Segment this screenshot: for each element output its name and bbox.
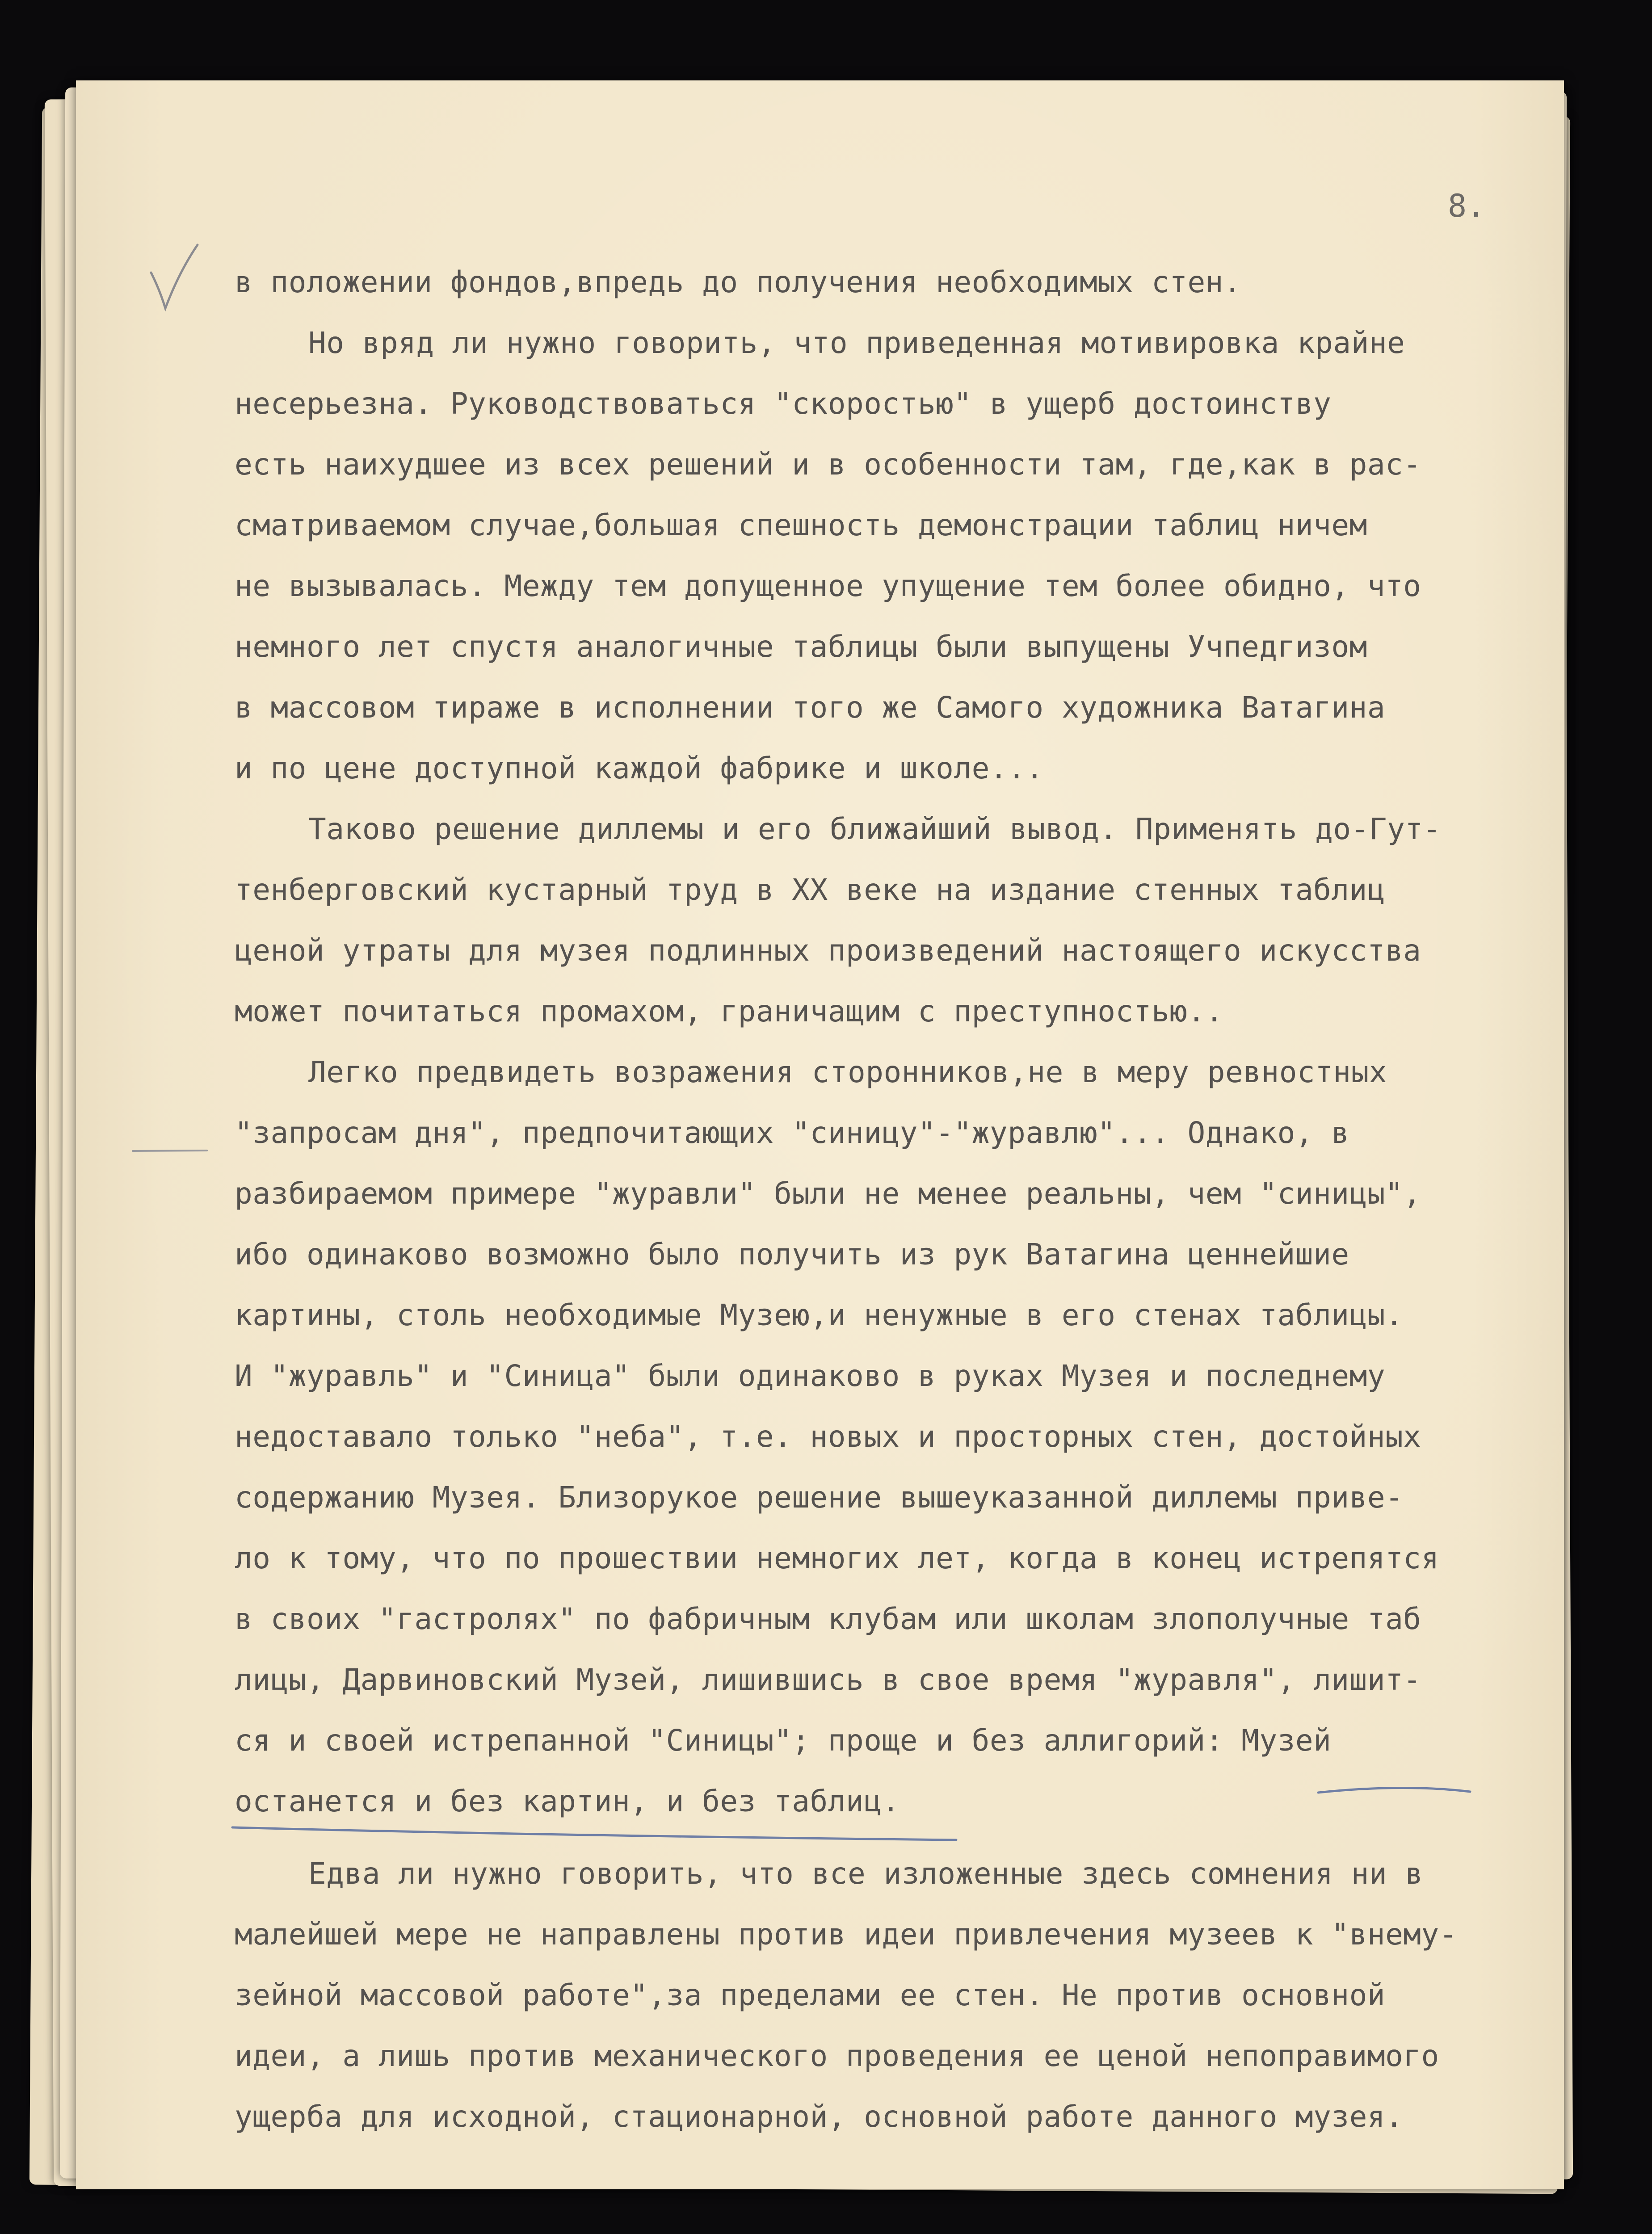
text-line: малейшей мере не направлены против идеи привлечения музеев к "внему- xyxy=(235,1917,1458,1952)
pencil-check-mark-icon xyxy=(147,241,201,313)
text-line: Едва ли нужно говорить, что все изложенные здесь сомнения ни в xyxy=(308,1856,1423,1891)
text-line: "запросам дня", предпочитающих "синицу"-"журавлю"... Однако, в xyxy=(235,1116,1349,1150)
text-line: не вызывалась. Между тем допущенное упущение тем более обидно, что xyxy=(235,569,1421,603)
text-line: И "журавль" и "Синица" были одинаково в руках Музея и последнему xyxy=(235,1359,1386,1393)
typed-text-body xyxy=(235,265,1580,2160)
text-line: Легко предвидеть возражения сторонников,не в меру ревностных xyxy=(308,1055,1387,1089)
text-line: сматриваемом случае,большая спешность демонстрации таблиц ничем xyxy=(235,508,1367,542)
text-line: в массовом тираже в исполнении того же Самого художника Ватагина xyxy=(235,690,1386,725)
text-line: есть наихудшее из всех решений и в особенности там, где,как в рас- xyxy=(235,447,1421,482)
text-line: зейной массовой работе",за пределами ее стен. Не против основной xyxy=(235,1978,1386,2012)
text-line: ценой утраты для музея подлинных произведений настоящего искусства xyxy=(235,933,1421,968)
text-line: ущерба для исходной, стационарной, основной работе данного музея. xyxy=(235,2100,1404,2134)
text-line: картины, столь необходимые Музею,и ненужные в его стенах таблицы. xyxy=(235,1298,1404,1332)
text-line: идеи, а лишь против механического проведения ее ценой непоправимого xyxy=(235,2039,1439,2073)
text-line: в своих "гастролях" по фабричным клубам или школам злополучные таб xyxy=(235,1602,1421,1636)
text-line: и по цене доступной каждой фабрике и школе... xyxy=(235,751,1044,785)
text-line: тенберговский кустарный труд в XX веке на издание стенных таблиц xyxy=(235,873,1386,907)
text-line: содержанию Музея. Близорукое решение вышеуказанной диллемы приве- xyxy=(235,1480,1404,1515)
margin-pencil-stroke xyxy=(132,1148,208,1154)
text-line: ибо одинаково возможно было получить из рук Ватагина ценнейшие xyxy=(235,1237,1349,1272)
pencil-underline-mark xyxy=(223,1783,1484,1845)
text-line: несерьезна. Руководствоваться "скоростью" в ущерб достоинству xyxy=(235,386,1332,421)
text-line: в положении фондов,впредь до получения необходимых стен. xyxy=(235,265,1242,299)
text-line: может почитаться промахом, граничащим с преступностью.. xyxy=(235,994,1223,1029)
text-line: ся и своей истрепанной "Синицы"; проще и без аллигорий: Музей xyxy=(235,1723,1332,1758)
text-line: немного лет спустя аналогичные таблицы были выпущены Учпедгизом xyxy=(235,630,1367,664)
text-line: лицы, Дарвиновский Музей, лишившись в свое время "журавля", лишит- xyxy=(235,1663,1421,1697)
text-line: ло к тому, что по прошествии немногих лет, когда в конец истрепятся xyxy=(235,1541,1439,1575)
text-line: Таково решение диллемы и его ближайший вывод. Применять до-Гут- xyxy=(308,812,1441,846)
text-line: Но вряд ли нужно говорить, что приведенная мотивировка крайне xyxy=(308,326,1405,360)
page-number: 8. xyxy=(1448,188,1486,224)
text-line: недоставало только "неба", т.е. новых и просторных стен, достойных xyxy=(235,1419,1421,1454)
text-line: разбираемом примере "журавли" были не менее реальны, чем "синицы", xyxy=(235,1176,1421,1211)
text-line: останется и без картин, и без таблиц. xyxy=(235,1784,900,1818)
